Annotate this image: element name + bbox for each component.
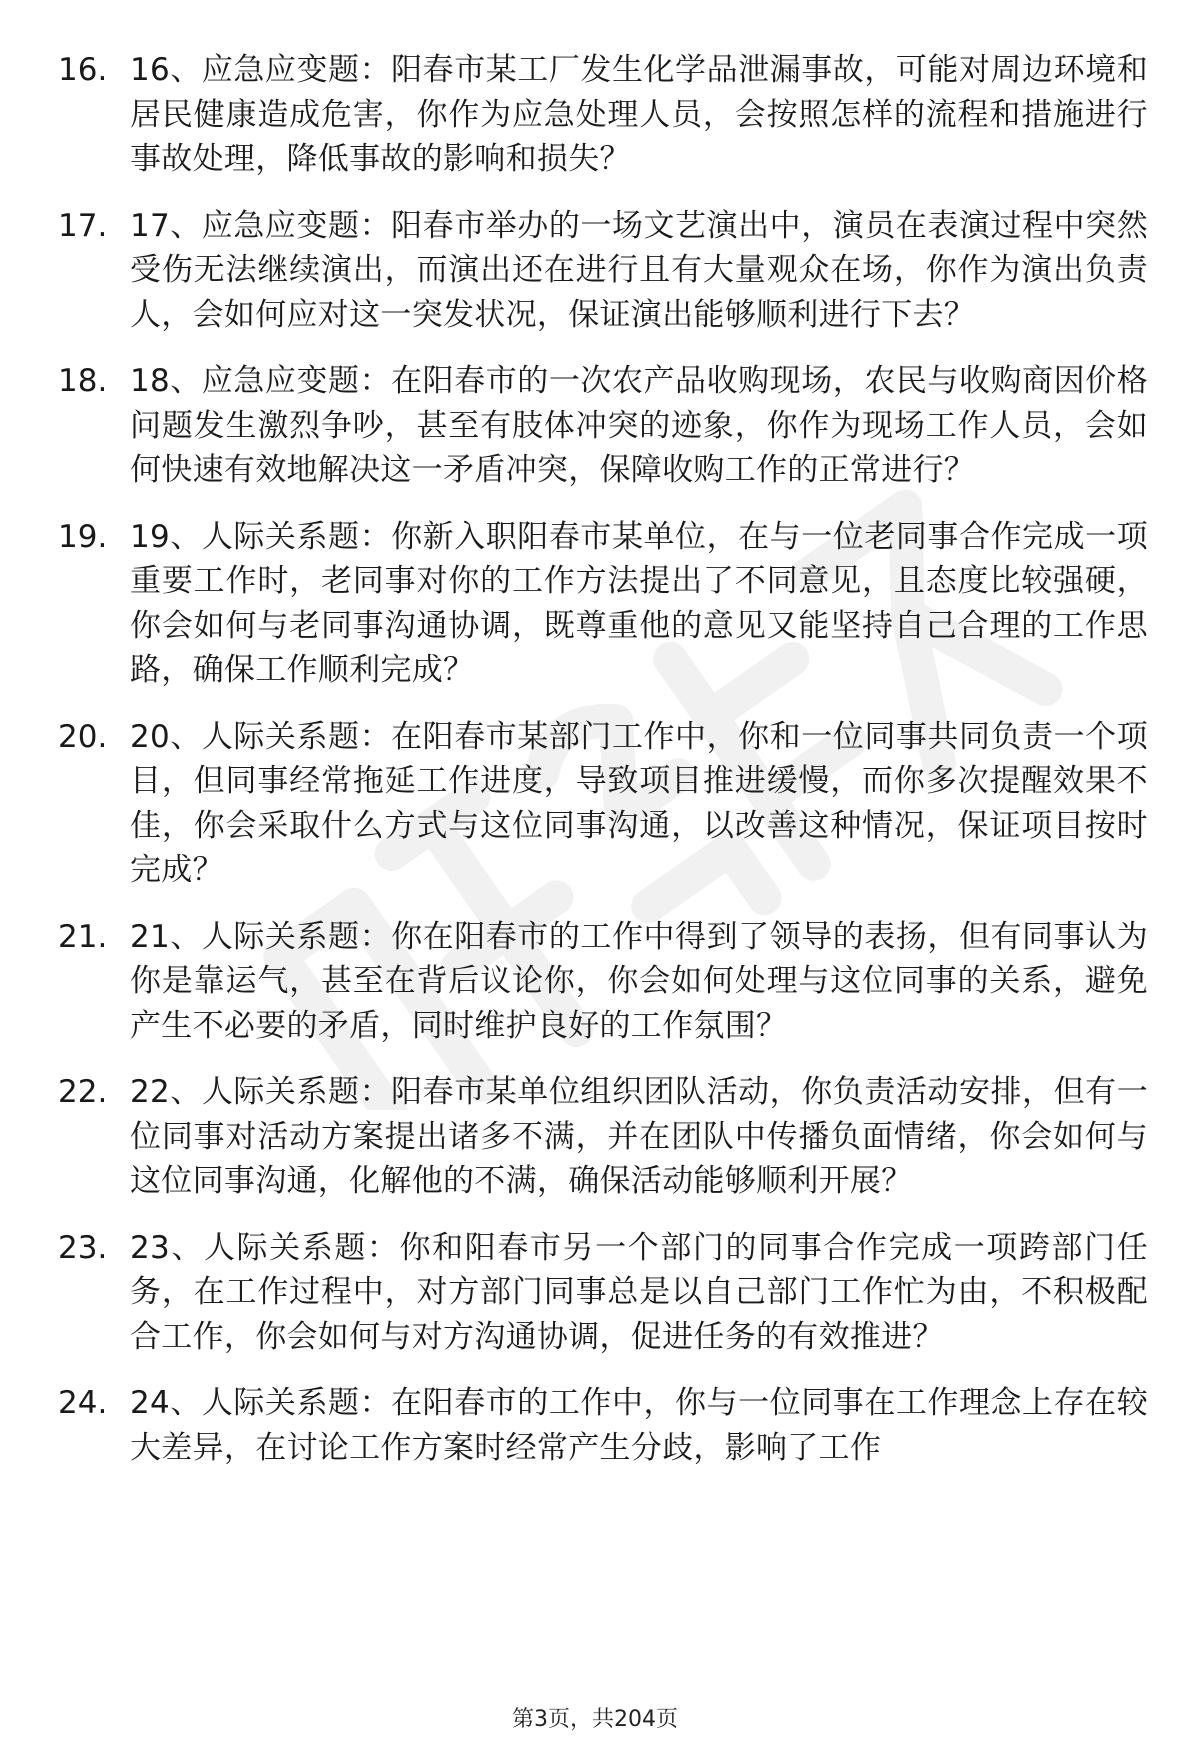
item-number: 21. xyxy=(58,918,108,955)
item-number: 24. xyxy=(58,1385,108,1421)
item-text: 20、人际关系题：在阳春市某部门工作中，你和一位同事共同负责一个项目，但同事经常拖延工作进度，导致项目推进缓慢，而你多次提醒效果不佳，你会采取什么方式与这位同事沟通，以改善这种情况，保证项目按时完成？ xyxy=(130,718,1148,888)
item-number: 19. xyxy=(58,518,108,555)
item-number: 20. xyxy=(58,718,108,755)
item-text: 19、人际关系题：你新入职阳春市某单位，在与一位老同事合作完成一项重要工作时，老同事对你的工作方法提出了不同意见，且态度比较强硬，你会如何与老同事沟通协调，既尊重他的意见又能坚持自己合理的工作思路，确保工作顺利完成？ xyxy=(130,518,1148,688)
item-text: 23、人际关系题：你和阳春市另一个部门的同事合作完成一项跨部门任务，在工作过程中，对方部门同事总是以自己部门工作忙为由，不积极配合工作，你会如何与对方沟通协调，促进任务的有效推进？ xyxy=(130,1229,1148,1355)
list-item xyxy=(58,1070,1148,1204)
item-number: 16. xyxy=(58,52,108,88)
question-list xyxy=(58,48,1148,1492)
list-item xyxy=(58,715,1148,893)
list-item xyxy=(58,915,1148,1049)
item-number: 18. xyxy=(58,363,108,399)
list-item xyxy=(58,515,1148,693)
item-text: 22、人际关系题：阳春市某单位组织团队活动，你负责活动安排，但有一位同事对活动方案提出诸多不满，并在团队中传播负面情绪，你会如何与这位同事沟通，化解他的不满，确保活动能够顺利开展？ xyxy=(130,1074,1148,1199)
item-text: 17、应急应变题：阳春市举办的一场文艺演出中，演员在表演过程中突然受伤无法继续演出，而演出还在进行且有大量观众在场，你作为演出负责人，会如何应对这一突发状况，保证演出能够顺利进行下去？ xyxy=(130,207,1148,333)
item-text: 18、应急应变题：在阳春市的一次农产品收购现场，农民与收购商因价格问题发生激烈争吵，甚至有肢体冲突的迹象，你作为现场工作人员，会如何快速有效地解决这一矛盾冲突，保障收购工作的正常进行？ xyxy=(130,363,1148,488)
item-text: 16、应急应变题：阳春市某工厂发生化学品泄漏事故，可能对周边环境和居民健康造成危害，你作为应急处理人员，会按照怎样的流程和措施进行事故处理，降低事故的影响和损失？ xyxy=(130,52,1148,177)
item-number: 22. xyxy=(58,1074,108,1110)
list-item xyxy=(58,48,1148,182)
list-item xyxy=(58,359,1148,493)
item-number: 17. xyxy=(58,207,108,244)
list-item xyxy=(58,204,1148,338)
item-text: 21、人际关系题：你在阳春市的工作中得到了领导的表扬，但有同事认为你是靠运气，甚至在背后议论你，你会如何处理与这位同事的关系，避免产生不必要的矛盾，同时维护良好的工作氛围？ xyxy=(130,918,1148,1044)
list-item xyxy=(58,1381,1148,1470)
item-text: 24、人际关系题：在阳春市的工作中，你与一位同事在工作理念上存在较大差异，在讨论工作方案时经常产生分歧，影响了工作 xyxy=(130,1385,1148,1466)
item-number: 23. xyxy=(58,1229,108,1266)
page-footer: 第3页，共204页 xyxy=(512,1707,678,1732)
list-item xyxy=(58,1226,1148,1360)
